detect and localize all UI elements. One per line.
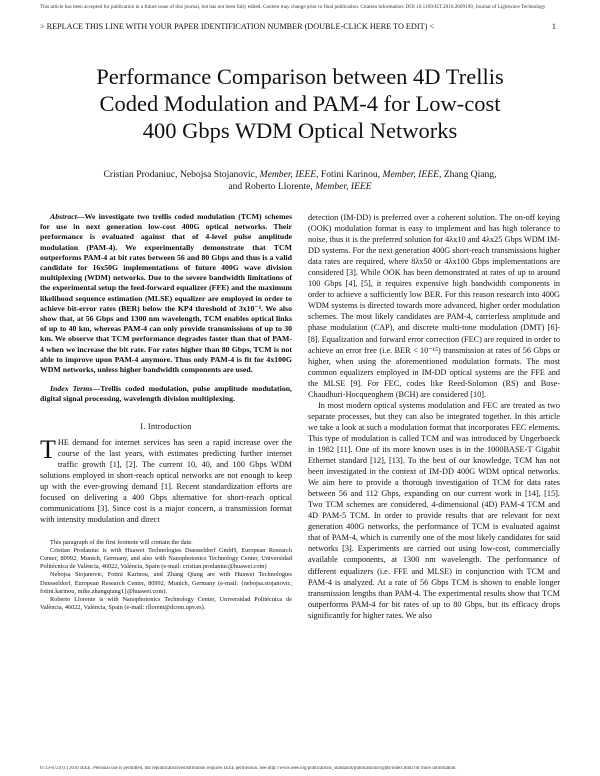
member-role: Member, IEEE [259,169,317,180]
abstract [40,212,292,375]
index-terms-text: —Trellis coded modulation, pulse amplitude modulation, digital signal processing, wavelength division multiplexing. [40,384,293,404]
member-role: Member, IEEE [382,169,439,180]
page-number: 1 [551,22,556,31]
author-line [40,181,560,193]
body-paragraph: detection (IM-DD) is preferred over a coherent solution. The on-off keying (OOK) modulation format is easy to implement and has high tolerance to noise, thus it is the preferred solution for 4λx10 and 4λx25 Gbps WDM IM-DD systems. For the next generation 400G short-reach transmissions higher data rates are required, where 8λx50 or 4λx100 Gbps implementations are considered [3]. While OOK has been demonstrated at rates of up to around 100 Gbps [4], [5], it requires expensive high bandwidth components in order to achieve a sufficiently low BER. For this reason research into 400G WDM systems is directed towards more advanced, higher order modulation schemes. The most likely candidates are PAM-4, carrierless amplitude and phase modulation (CAP), and discrete multi-tone modulation (DMT) [6]-[8]. Equalization and forward error correction (FEC) are required in order to achieve an error free (i.e. BER < 10⁻¹⁵) transmission at rates of 56 Gbps or higher, when using the aforementioned modulation formats. The most common equalizers employed in IM-DD optical systems are the FFE and the MLSE [9]. For FEC, codes like Reed-Solomon (RS) and Bose-Chaudhuri-Hocquenghem (BCH) are considered [10]. [308,213,560,399]
footnote: Roberto Llorente is with Nanophotonics Technology Center, Universidad Politécnica de València, 46022, València, Spain (e-mail: rllorent@dcom.upv.es). [40,595,292,611]
body-paragraph: In most modern optical systems modulation and FEC are treated as two separate processes, but they can also be integrated together. In this article we take a look at such a modulation format that incorporates FEC elements. This type of modulation is called TCM and was introduced by Ungerboeck in 1982 [11]. One of its more known uses is in the 1000BASE-T Gigabit Ethernet standard [12], [13]. To the best of our knowledge, TCM has not been investigated in the context of IM-DD 400G WDM optical networks. We aim here to provide a thorough investigation of TCM for data rates between 56 and 112 Gbps, expanding on our current work in [14], [15]. Two TCM schemes are considered, 4-dimensional (4D) PAM-4 TCM and 4D PAM-5 TCM. In order to provide results that are relevant for next generation 400G networks, the performance of TCM is evaluated against that of PAM-4, which is currently one of the most likely candidates for said networks [3]. Experiments are carried out using low-cost, commercially available components, at 1300 nm wavelength. The performance of different equalizers (i.e. FFE and MLSE) in conjunction with TCM and PAM-4 is analyzed. At a rate of 56 Gbps TCM is shown to enable longer transmission lengths than PAM-4. The experimental results show that TCM outperforms PAM-4 for bit rates of up to 80 Gbps, but its efficacy drops significantly for higher rates. We also [308,400,560,620]
paper-title [40,63,560,144]
abstract-lead: Abstract [50,212,77,221]
footnote: This paragraph of the first footnote will contain the date. [50,539,193,547]
author-names: , Fotini Karinou, [316,169,383,180]
author-line [40,169,560,181]
author-names: , Zhang Qiang, [438,169,497,180]
running-header [40,22,560,32]
introduction-text: HE demand for internet services has seen a rapid increase over the course of the last years, with estimates predicting further internet traffic growth [1], [2]. The current 10, 40, and 100 Gbps WDM solutions employed in short-reach optical networks are not enough to keep up with the ever-growing demand [1]. Recent standardization efforts are focused on delivering a 400 Gbps alternative for short-reach optical communications [3]. Since cost is a major concern, a transmission format with intensity modulation and direct [40,437,292,525]
journal-notice: This article has been accepted for publication in a future issue of this journal, but has not been fully edited. Content may change prior to final publication. Citation information: DOI 10.1109/JLT.2016.2609199, Journal of Lightwave Technology [40,4,546,10]
index-terms-lead: Index Terms [50,384,93,394]
introduction-paragraph [40,434,292,525]
section-heading: I. Introduction [140,421,192,431]
right-column [308,212,560,621]
paper-id-placeholder[interactable]: > REPLACE THIS LINE WITH YOUR PAPER IDENTIFICATION NUMBER (DOUBLE-CLICK HERE TO EDIT) < [40,22,434,31]
title-line: 400 Gbps WDM Optical Networks [142,118,458,143]
author-names: and Roberto Llorente, [228,181,316,192]
footnote: Cristian Prodaniuc is with Huawei Technologies Duesseldorf GmbH, European Research Center, 80992, Munich, Germany, and also with Nanophotonics Technology Center, Universidad Politécnica de València, 46022, València, Spain (e-mail: cristian.prodaniuc@huawei.com) [40,547,292,571]
footnotes [40,539,292,612]
author-names: Cristian Prodaniuc, Nebojsa Stojanovic, [103,169,260,180]
left-column [40,212,292,612]
title-line: Coded Modulation and PAM-4 for Low-cost [99,91,501,116]
copyright-notice: 0733-8724 (c) 2016 IEEE. Personal use is permitted, but republication/redistribution requires IEEE permission. See http://www.ieee.org/publications_standards/publications/rights/index.html for more information. [40,766,457,771]
index-terms [40,384,292,404]
drop-cap: T [40,434,56,464]
member-role: Member, IEEE [315,181,372,192]
author-list [40,169,560,193]
abstract-text: —We investigate two trellis coded modulation (TCM) schemes for use in next generation low-cost 400G optical networks. Their performance is evaluated against that of 4-level pulse amplitude modulation (PAM-4). We experimentally demonstrate that TCM outperforms PAM-4 at bit rates between 56 and 80 Gbps and thus is a valid candidate for 16x50G implementations of future 400G wave division multiplexing (WDM) networks. Due to the severe bandwidth limitations of the experimental setup the feed-forward equalizer (FFE) and the maximum likelihood sequence estimation (MLSE) equalizer are employed in order to achieve bit-error rates (BER) below the KP4 threshold of 3x10⁻⁴. We also show that, at 56 Gbps and 1300 nm wavelength, TCM enables optical links of up to 40 km, whereas PAM-4 can only provide transmissions of up to 30 km. We observe that TCM performance degrades faster than that of PAM-4 when we increase the bit rate. For rates higher than 80 Gbps, TCM is not able to improve upon PAM-4 anymore. Thus only PAM-4 is fit for 4x100G WDM networks, unless higher bandwidth components are used. [40,212,292,375]
footnote: Nebojsa Stojanovic, Fotini Karinou, and Zhang Qiang are with Huawei Technologies Duesseldorf, European Research Center, 80992, Munich, Germany (e-mail: {nebojsa.stojanovic, fotini.karinou, mike.zhangqiang1}@huawei.com). [40,571,292,595]
title-line: Performance Comparison between 4D Trellis [96,64,504,89]
